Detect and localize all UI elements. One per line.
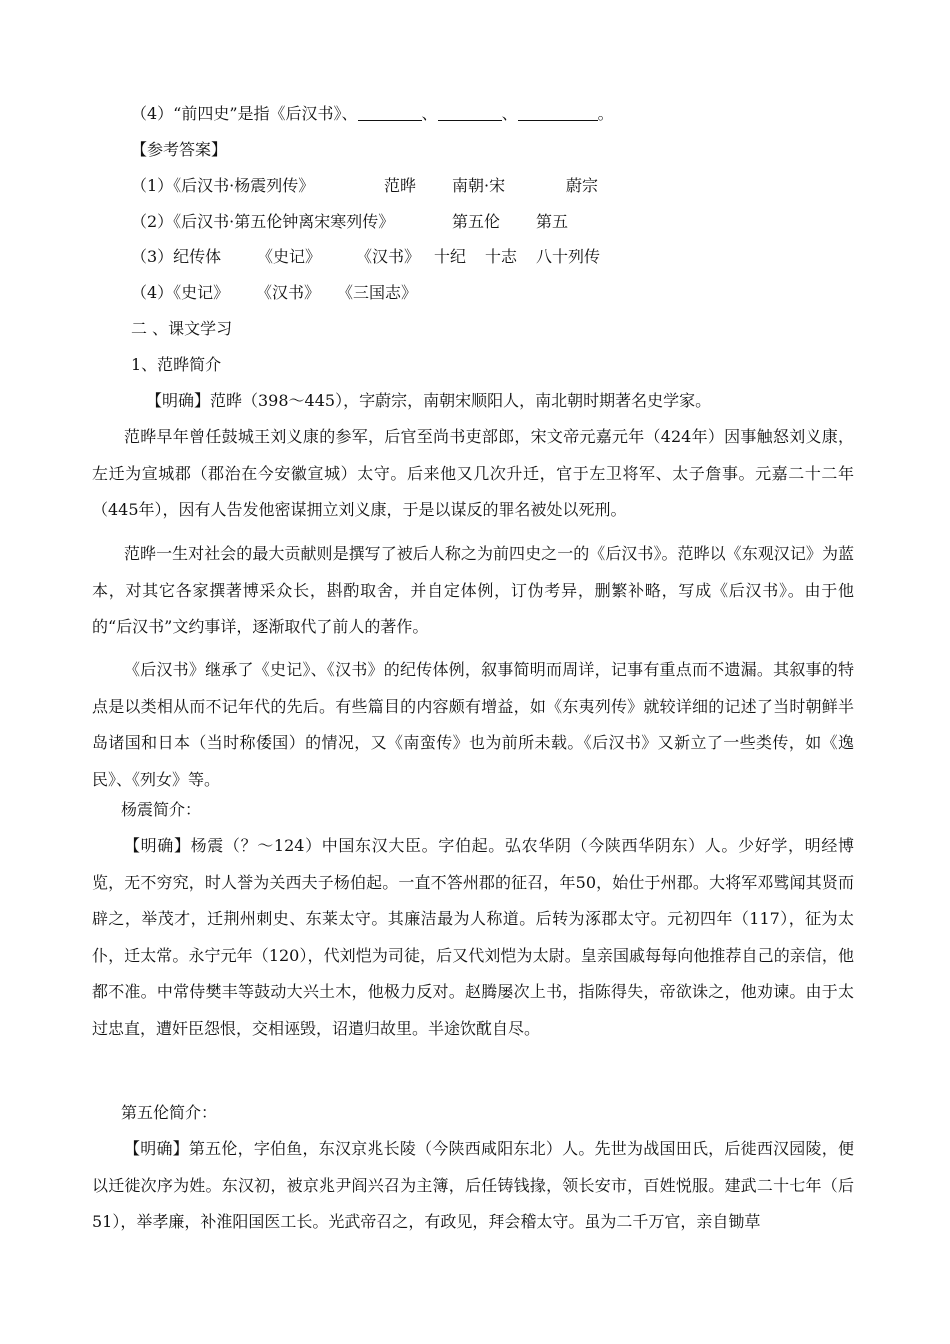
question-4-suffix: 。: [597, 104, 614, 123]
fan-paragraph-3: 《后汉书》继承了《史记》、《汉书》的纪传体例，叙事简明而周详，记事有重点而不遗漏。其叙事的特点是以类相从而不记年代的先后。有些篇目的内容颇有增益，如《东夷列传》就较详细的记述了当时朝鲜半岛诸国和日本（当时称倭国）的情况，又《南蛮传》也为前所未载。《后汉书》又新立了一些类传，如《逸民》、《列女》等。: [92, 660, 854, 789]
answer-2-col1: （2）《后汉书·第五伦钟离宋寒列传》: [131, 212, 395, 231]
answer-2-col2: 第五伦: [452, 212, 501, 231]
answer-3-col6: 八十列传: [536, 247, 601, 266]
answer-1-col3: 南朝·宋: [452, 176, 506, 195]
question-4-prefix: （4）“前四史”是指《后汉书》、: [131, 104, 358, 123]
answer-blank-1: [358, 106, 422, 121]
answer-4-col3: 《三国志》: [337, 283, 418, 302]
answer-3-col4: 十纪: [434, 247, 467, 266]
answer-2-col3: 第五: [536, 212, 569, 231]
fan-clarify: 【明确】范晔（398～445），字蔚宗，南朝宋顺阳人，南北朝时期著名史学家。: [146, 391, 712, 410]
diwu-paragraph: 【明确】第五伦，字伯鱼，东汉京兆长陵（今陕西咸阳东北）人。先世为战国田氏，后徙西汉园陵，便以迁徙次序为姓。东汉初，被京兆尹阎兴召为主簿，后任铸钱掾，领长安市，百姓悦服。建武二十七年（后51），举孝廉，补淮阳国医工长。光武帝召之，有政见，拜会稽太守。虽为二千万官，亲自锄草: [92, 1139, 854, 1231]
answer-blank-2: [438, 106, 502, 121]
section-heading: 二 、课文学习: [131, 319, 233, 338]
answer-4-col1: （4）《史记》: [131, 283, 230, 302]
answer-3-col5: 十志: [485, 247, 518, 266]
fan-paragraph-2: 范晔一生对社会的最大贡献则是撰写了被后人称之为前四史之一的《后汉书》。范晔以《东观汉记》为蓝本，对其它各家撰著博采众长，斟酌取舍，并自定体例，订伪考异，删繁补略，写成《后汉书》。由于他的“后汉书”文约事详，逐渐取代了前人的著作。: [92, 544, 854, 636]
question-4-sep2: 、: [501, 104, 518, 123]
answer-3-col2: 《史记》: [257, 247, 322, 266]
answer-4-col2: 《汉书》: [256, 283, 321, 302]
question-4: [131, 104, 614, 124]
answer-heading: 【参考答案】: [131, 140, 228, 159]
subsection-heading: 1、范晔简介: [131, 355, 222, 374]
yang-heading: 杨震简介：: [121, 800, 202, 819]
answer-blank-3: [518, 106, 598, 121]
answer-1-col2: 范晔: [384, 176, 417, 195]
yang-paragraph: 【明确】杨震（？～124）中国东汉大臣。字伯起。弘农华阴（今陕西华阴东）人。少好学，明经博览，无不穷究，时人誉为关西夫子杨伯起。一直不答州郡的征召，年50，始仕于州郡。大将军邓骘闻其贤而辟之，举茂才，迁荆州刺史、东莱太守。其廉洁最为人称道。后转为涿郡太守。元初四年（117），征为太仆，迁太常。永宁元年（120），代刘恺为司徒，后又代刘恺为太尉。皇亲国戚每每向他推荐自己的亲信，他都不准。中常侍樊丰等鼓动大兴土木，他极力反对。赵腾屡次上书，指陈得失，帝欲诛之，他劝谏。由于太过忠直，遭奸臣怨恨，交相诬毁，诏遣归故里。半途饮酖自尽。: [92, 836, 854, 1038]
fan-paragraph-1: 范晔早年曾任鼓城王刘义康的参军，后官至尚书吏部郎，宋文帝元嘉元年（424年）因事触怒刘义康，左迁为宣城郡（郡治在今安徽宣城）太守。后来他又几次升迁，官于左卫将军、太子詹事。元嘉二十二年（445年），因有人告发他密谋拥立刘义康，于是以谋反的罪名被处以死刑。: [92, 427, 854, 519]
question-4-sep1: 、: [421, 104, 438, 123]
answer-1-col4: 蔚宗: [566, 176, 599, 195]
answer-3-col1: （3）纪传体: [131, 247, 222, 266]
answer-1-col1: （1）《后汉书·杨震列传》: [131, 176, 315, 195]
diwu-heading: 第五伦简介：: [121, 1103, 218, 1122]
answer-3-col3: 《汉书》: [356, 247, 421, 266]
